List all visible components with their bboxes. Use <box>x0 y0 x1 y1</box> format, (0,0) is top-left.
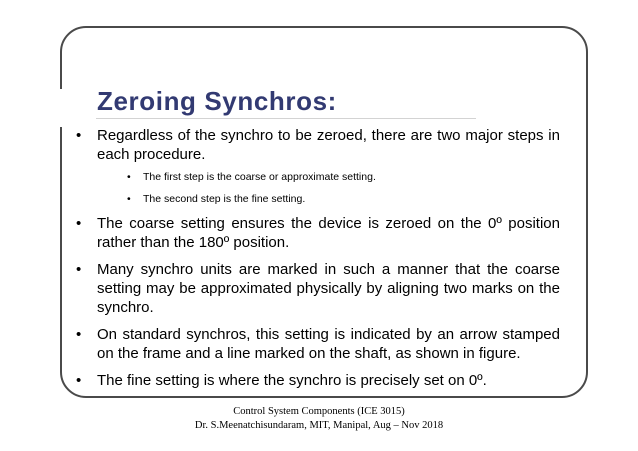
bullet-text: The fine setting is where the synchro is precisely set on 0º. <box>97 372 487 389</box>
bullet-item <box>76 260 560 317</box>
sub-bullet-text: The second step is the fine setting. <box>143 193 306 205</box>
bullet-text: Regardless of the synchro to be zeroed, there are two major steps in each procedure. <box>97 127 560 163</box>
bullet-dot-icon: • <box>76 261 82 278</box>
sub-bullet-item <box>97 170 560 184</box>
bullet-text: On standard synchros, this setting is indicated by an arrow stamped on the frame and a line marked on the shaft, as shown in figure. <box>97 326 560 362</box>
footer-author: Dr. S.Meenatchisundaram, MIT, Manipal, Aug – Nov 2018 <box>194 420 444 431</box>
title-divider <box>96 118 476 119</box>
frame-notch <box>42 89 88 127</box>
sub-bullet-list <box>97 170 560 206</box>
slide-title: Zeroing Synchros: <box>97 86 337 116</box>
bullet-text: Many synchro units are marked in such a manner that the coarse setting may be approximated physically by aligning two marks on the synchro. <box>97 261 560 316</box>
bullet-dot-icon: • <box>76 326 82 343</box>
sub-bullet-item <box>97 192 560 206</box>
bullet-item <box>76 371 560 390</box>
bullet-dot-icon: • <box>76 215 82 232</box>
slide-footer <box>0 405 638 433</box>
bullet-text: The coarse setting ensures the device is zeroed on the 0º position rather than the 180º position. <box>97 215 560 251</box>
bullet-list <box>76 126 560 398</box>
bullet-dot-icon: • <box>127 193 131 205</box>
sub-bullet-text: The first step is the coarse or approximate setting. <box>143 171 376 183</box>
bullet-item <box>76 126 560 206</box>
bullet-dot-icon: • <box>76 127 82 144</box>
footer-course: Control System Components (ICE 3015) <box>233 406 405 417</box>
bullet-item <box>76 325 560 363</box>
bullet-dot-icon: • <box>127 171 131 183</box>
bullet-dot-icon: • <box>76 372 82 389</box>
bullet-item <box>76 214 560 252</box>
